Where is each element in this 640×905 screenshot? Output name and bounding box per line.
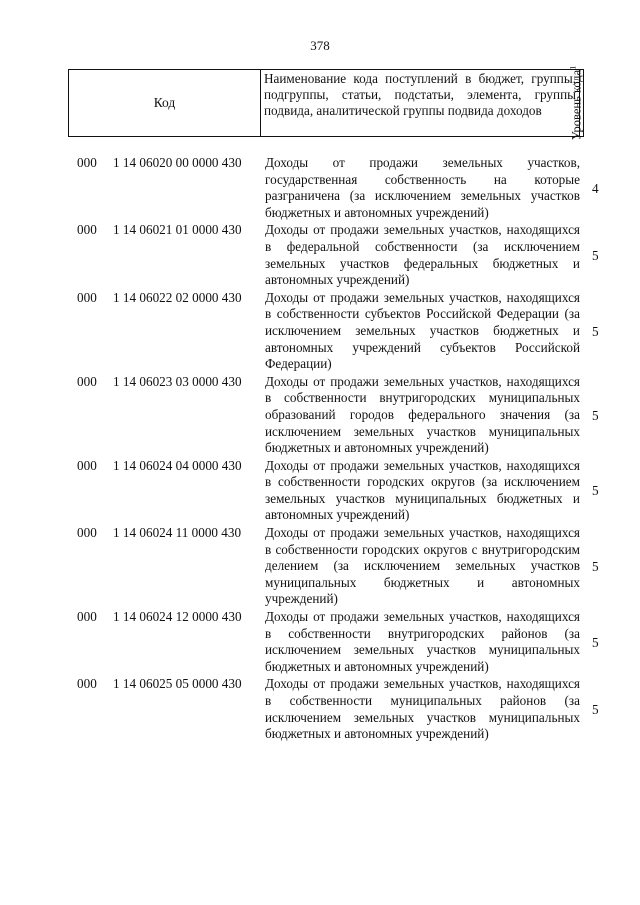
table-row bbox=[0, 222, 640, 289]
revenue-description: Доходы от продажи земельных участков, находящихся в федеральной собственности (за исключением земельных участков федеральных бюджетных и автономных учреждений) bbox=[265, 222, 580, 288]
revenue-description: Доходы от продажи земельных участков, находящихся в собственности городских округов (за исключением земельных участков муниципальных бюджетных и автономных учреждений) bbox=[265, 457, 580, 523]
revenue-description: Доходы от продажи земельных участков, находящихся в собственности муниципальных районов (за исключением земельных участков муниципальных бюджетных и автономных учреждений) bbox=[265, 676, 580, 742]
header-level-label bbox=[567, 66, 582, 140]
page-number: 378 bbox=[310, 38, 330, 53]
table-row bbox=[0, 290, 640, 374]
header-level-text: Уровень кода bbox=[569, 69, 584, 141]
admin-code: 000 bbox=[77, 525, 97, 541]
admin-code: 000 bbox=[77, 155, 97, 170]
admin-code: 000 bbox=[77, 609, 97, 625]
revenue-description: Доходы от продажи земельных участков, находящихся в собственности городских округов с внутригородским делением (за исключением земельных участков муниципальных бюджетных и автономных учреждений) bbox=[265, 525, 580, 607]
code-level: 5 bbox=[592, 248, 599, 264]
code-level: 5 bbox=[592, 323, 599, 339]
admin-code: 000 bbox=[77, 289, 97, 305]
table-row bbox=[0, 609, 640, 676]
table-body bbox=[0, 155, 640, 744]
table-row bbox=[0, 155, 640, 222]
revenue-code: 1 14 06024 11 0000 430 bbox=[113, 525, 242, 541]
header-level bbox=[565, 65, 584, 141]
code-level: 5 bbox=[592, 407, 599, 423]
revenue-description: Доходы от продажи земельных участков, находящихся в собственности внутригородских районов (за исключением земельных участков муниципальных бюджетных и автономных учреждений) bbox=[265, 609, 580, 674]
admin-code: 000 bbox=[77, 373, 97, 389]
revenue-code: 1 14 06022 02 0000 430 bbox=[113, 289, 242, 305]
code-level: 5 bbox=[592, 483, 599, 499]
table-row bbox=[0, 676, 640, 743]
table-row bbox=[0, 458, 640, 525]
admin-code: 000 bbox=[77, 457, 97, 473]
revenue-description: Доходы от продажи земельных участков, государственная собственность на которые разграничена (за исключением земельных участков бюджетных и автономных учреждений) bbox=[265, 155, 580, 220]
revenue-code: 1 14 06025 05 0000 430 bbox=[113, 676, 242, 692]
revenue-description: Доходы от продажи земельных участков, находящихся в собственности внутригородских муниципальных образований городов федерального значения (за исключением земельных участков муниципальных бюджетных и автономных учреждений) bbox=[265, 373, 580, 456]
revenue-code: 1 14 06024 12 0000 430 bbox=[113, 609, 242, 625]
code-level: 5 bbox=[592, 702, 599, 718]
table-row bbox=[0, 525, 640, 609]
admin-code: 000 bbox=[77, 676, 97, 692]
header-level-footnote: 1 bbox=[567, 65, 577, 70]
revenue-code: 1 14 06021 01 0000 430 bbox=[113, 222, 242, 238]
code-level: 5 bbox=[592, 634, 599, 650]
code-level: 4 bbox=[592, 180, 599, 196]
code-level: 5 bbox=[592, 559, 599, 575]
revenue-description: Доходы от продажи земельных участков, находящихся в собственности субъектов Российской Федерации (за исключением земельных участков бюджетных и автономных учреждений субъектов Российской Федерации) bbox=[265, 289, 580, 372]
table-row bbox=[0, 374, 640, 458]
revenue-code: 1 14 06024 04 0000 430 bbox=[113, 457, 242, 473]
table-header bbox=[68, 65, 584, 141]
revenue-code: 1 14 06023 03 0000 430 bbox=[113, 373, 242, 389]
header-kod: Код bbox=[69, 70, 261, 136]
admin-code: 000 bbox=[77, 222, 97, 238]
revenue-code: 1 14 06020 00 0000 430 bbox=[113, 155, 242, 170]
header-name: Наименование кода поступлений в бюджет, группы, подгруппы, статьи, подстатьи, элемента, группы подвида, аналитической группы подвида доходов bbox=[261, 70, 580, 136]
